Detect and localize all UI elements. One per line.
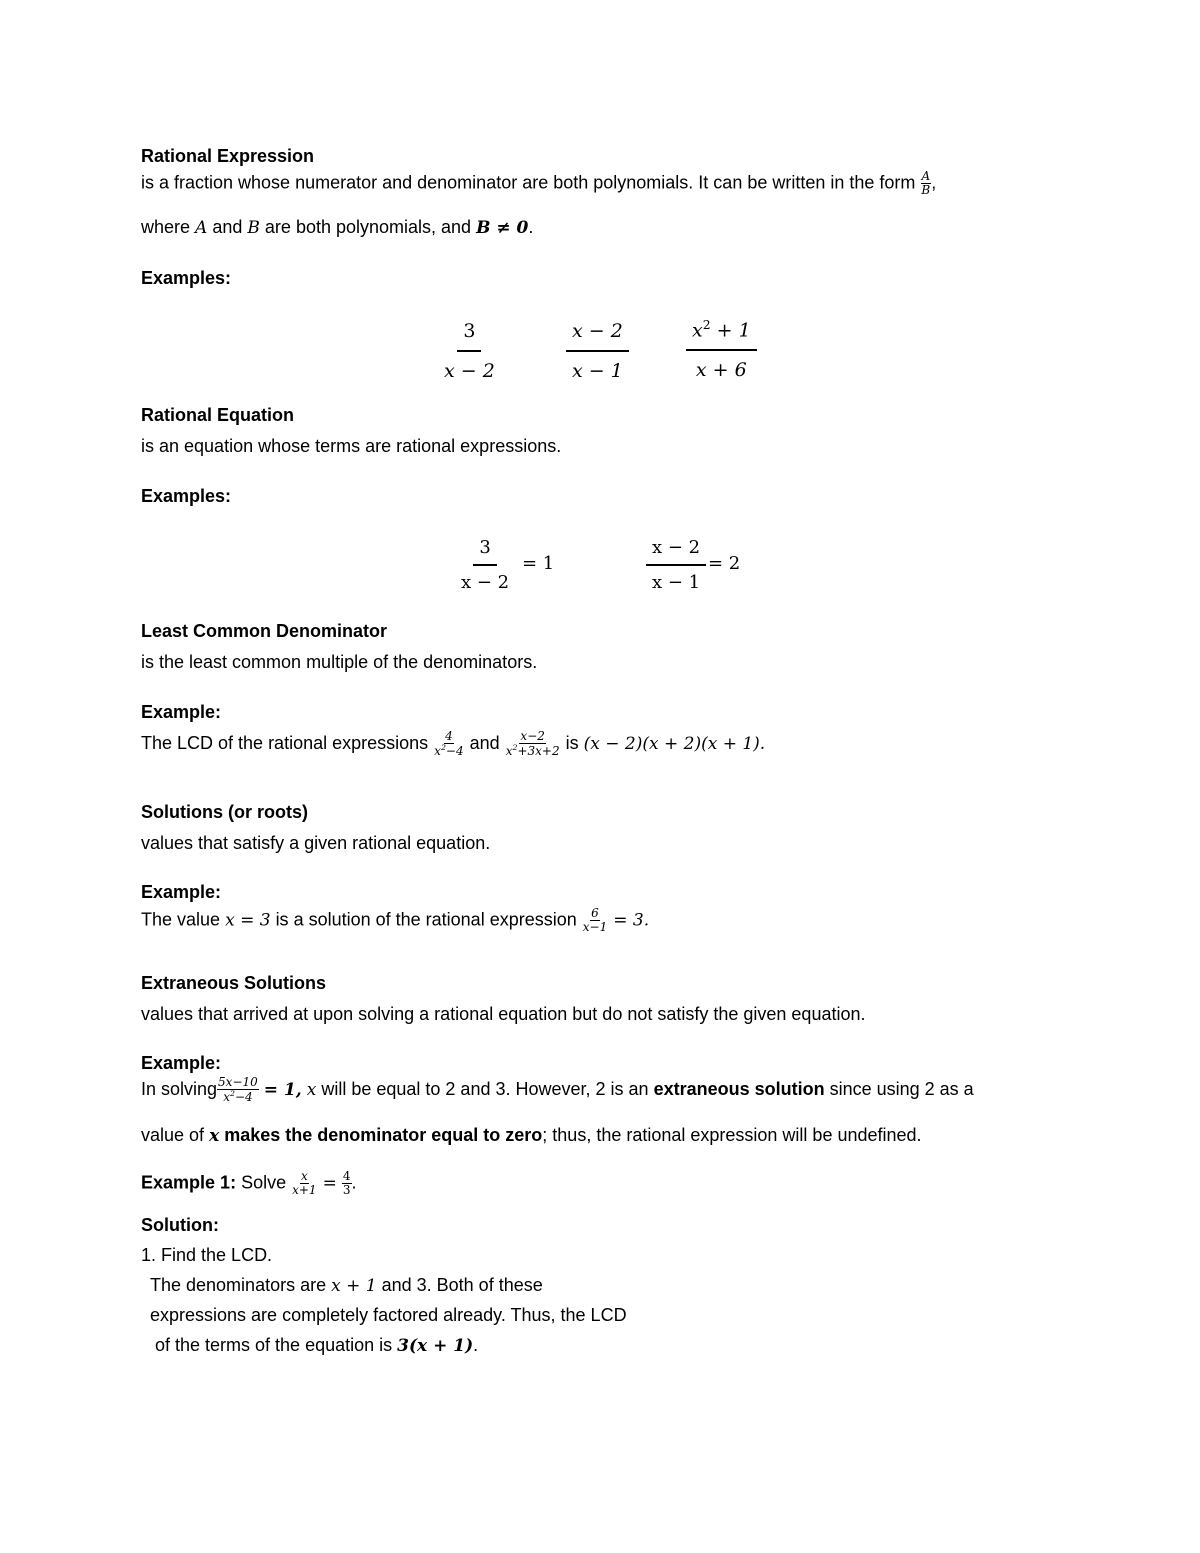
equation-2-rhs: = 2 — [708, 553, 741, 574]
example-fraction-2: x − 2 x − 1 — [566, 320, 629, 382]
step-1: 1. Find the LCD. — [141, 1245, 273, 1265]
rational-equation-heading: Rational Equation — [141, 405, 294, 425]
extraneous-fraction: $\frac{5x-10}{x^2-4}$ — [218, 1075, 258, 1105]
rational-equation-definition: is an equation whose terms are rational expressions. — [141, 436, 562, 456]
nonzero-condition: B ≠ 0 — [476, 218, 529, 238]
extraneous-definition: values that arrived at upon solving a rational equation but do not satisfy the given equation. — [141, 1004, 866, 1024]
solutions-heading: Solutions (or roots) — [141, 802, 308, 822]
lcd-fraction-1: $\frac{4}{x^2-4}$ — [434, 729, 464, 759]
example-label-lcd: Example: — [141, 702, 222, 722]
definition-text: is a fraction whose numerator and denominator are both polynomials. It can be written in the form — [141, 172, 916, 193]
step-1-text-line-1: The denominators are x + 1 and 3. Both of these — [150, 1275, 543, 1296]
solution-label: Solution: — [141, 1215, 219, 1235]
extraneous-example-line-1: In solving $\frac{5x-10}{x^2-4}$ = 1, x will be equal to 2 and 3. However, 2 is an extraneous solution since using 2 as a — [141, 1075, 974, 1105]
example-1-line: Example 1: Solve $\frac{x}{x+1}$ = $\frac{4}{3}$ . — [141, 1169, 357, 1198]
example-fraction-1: 3 x − 2 — [444, 320, 495, 382]
example-label-solutions: Example: — [141, 882, 222, 902]
extraneous-example-line-2: value of x makes the denominator equal to zero; thus, the rational expression will be undefined. — [141, 1125, 922, 1146]
example-fraction-3: $x^2 + 1$ x + 6 — [686, 318, 757, 381]
solutions-definition: values that satisfy a given rational equation. — [141, 833, 491, 853]
lcd-heading: Least Common Denominator — [141, 621, 388, 641]
lcd-definition: is the least common multiple of the denominators. — [141, 652, 538, 672]
examples-label-2: Examples: — [141, 486, 232, 506]
equation-1-rhs: = 1 — [522, 553, 555, 574]
example-label-extraneous: Example: — [141, 1053, 222, 1073]
example-1-lhs-fraction: $\frac{x}{x+1}$ — [292, 1169, 317, 1198]
lcd-answer: 3(x + 1) — [397, 1336, 474, 1356]
solution-value: x = 3 — [225, 910, 271, 931]
step-1-text-line-3: of the terms of the equation is 3(x + 1). — [155, 1335, 479, 1356]
rational-expression-condition: where A and B are both polynomials, and B ≠ 0. — [141, 217, 534, 238]
examples-label: Examples: — [141, 268, 232, 288]
variable-b: B — [247, 218, 260, 238]
step-1-text-line-2: expressions are completely factored already. Thus, the LCD — [150, 1305, 627, 1325]
equation-fraction-2: x − 2 x − 1 — [646, 537, 706, 593]
lcd-fraction-2: $\frac{x-2}{x^2+3x+2}$ — [505, 729, 560, 759]
solutions-fraction: $\frac{6}{x-1}$ — [582, 906, 608, 935]
equation-fraction-1: 3 x − 2 — [461, 537, 510, 593]
extraneous-term: extraneous solution — [653, 1078, 825, 1099]
solutions-example-line: The value x = 3 is a solution of the rational expression $\frac{6}{x-1}$ = 3. — [141, 906, 650, 935]
extraneous-heading: Extraneous Solutions — [141, 973, 327, 993]
variable-a: A — [195, 218, 208, 238]
rational-expression-definition: is a fraction whose numerator and denominator are both polynomials. It can be written in the form $\frac{A}{B}$ , — [141, 169, 937, 198]
lcd-result: (x − 2)(x + 2)(x + 1). — [583, 733, 766, 754]
rational-expression-heading: Rational Expression — [141, 146, 315, 166]
lcd-example-line: The LCD of the rational expressions $\frac{4}{x^2-4}$ and $\frac{x-2}{x^2+3x+2}$ is (x − 2)(x + 2)(x + 1). — [141, 729, 766, 759]
example-1-rhs-fraction: $\frac{4}{3}$ — [342, 1169, 351, 1198]
example-1-label: Example 1 — [141, 1172, 231, 1193]
form-fraction: $\frac{A}{B}$ — [921, 169, 931, 198]
